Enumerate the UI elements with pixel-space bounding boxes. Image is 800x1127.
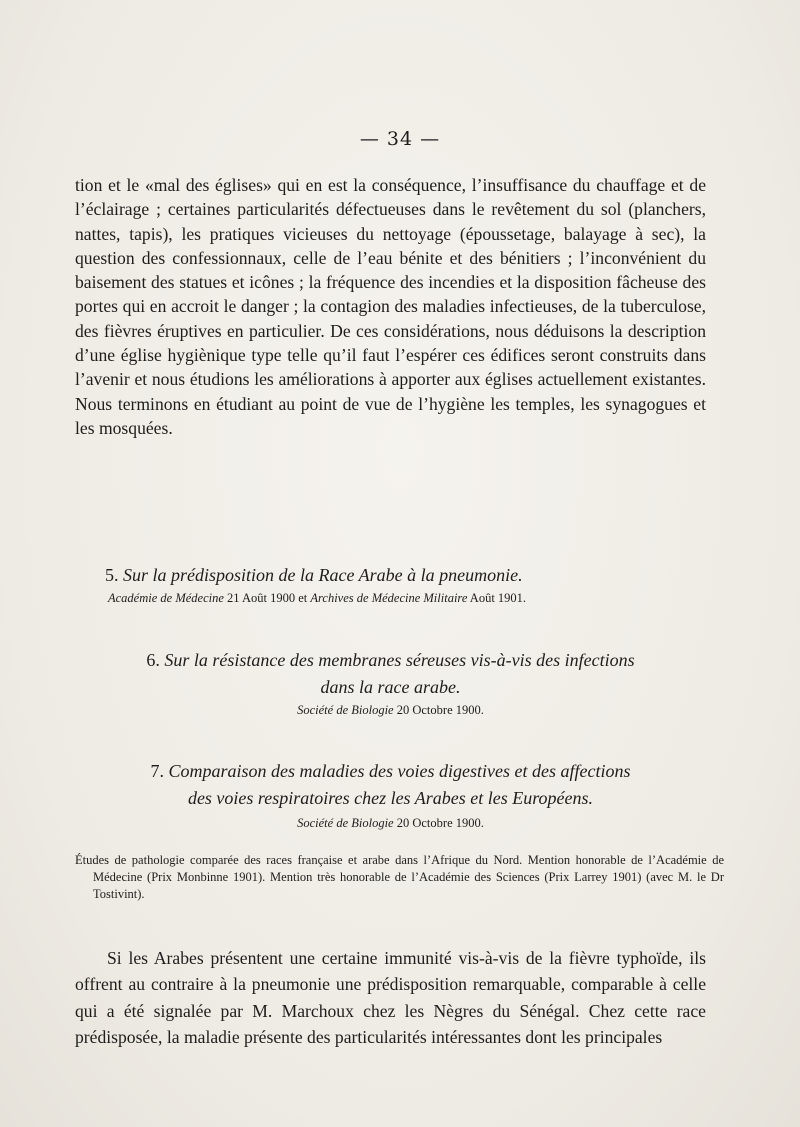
entry-title-text: Sur la prédisposition de la Race Arabe à la pneumonie.: [123, 565, 523, 585]
note-paragraph: Études de pathologie comparée des races française et arabe dans l’Afrique du Nord. Mention honorable de l’Académie de Médecine (Prix Monbinne 1901). Mention très honorable de l’Académie des Sciences (Prix Larrey 1901) (avec M. le Dr Tostivint).: [75, 853, 724, 901]
source-date: 21 Août 1900 et: [223, 591, 311, 605]
entry-source: [75, 701, 706, 719]
entry-source: [75, 814, 706, 832]
entry-title-line-1: Comparaison des maladies des voies digestives et des affections: [168, 761, 631, 781]
body-paragraph-1: tion et le «mal des églises» qui en est la conséquence, l’insuffisance du chauffage et de l’éclairage ; certaines particularités défectueuses dans le revêtement du sol (planchers, nattes, tapis), les pratiques vicieuses du nettoyage (époussetage, balayage à sec), la question des confessionnaux, celle de l’eau bénite et des bénitiers ; l’inconvénient du baisement des statues et icônes ; la fréquence des incendies et la disposition fâcheuse des portes qui en accroit le danger ; la contagion des maladies infectieuses, de la tuberculose, des fièvres éruptives en particulier. De ces considérations, nous déduisons la description d’une église hygiènique type telle qu’il faut l’espérer ces édifices seront construits dans l’avenir et nous étudions les améliorations à apporter aux églises actuellement existantes. Nous terminons en étudiant au point de vue de l’hygiène les temples, les synagogues et les mosquées.: [75, 175, 706, 438]
entry-title: [75, 647, 706, 701]
page-number: — 34 —: [359, 128, 441, 150]
entry-number: 7.: [150, 761, 165, 781]
publication-entry-6: [75, 647, 706, 719]
entry-title-line-1: Sur la résistance des membranes séreuses vis-à-vis des infections: [164, 650, 635, 670]
source-date: 20 Octobre 1900.: [393, 816, 484, 830]
body-paragraph-2: Si les Arabes présentent une certaine immunité vis-à-vis de la fièvre typhoïde, ils offrent au contraire à la pneumonie une prédisposition remarquable, comparable à celle qui a été signalée par M. Marchoux chez les Nègres du Sénégal. Chez cette race prédisposée, la maladie présente des particularités intéressantes dont les principales: [75, 948, 706, 1047]
entry-title: [75, 562, 706, 589]
entry-source: [75, 589, 706, 607]
source-journal: Société de Biologie: [297, 703, 394, 717]
source-date: 20 Octobre 1900.: [393, 703, 484, 717]
entry-number: 6.: [146, 650, 160, 670]
entry-title: [75, 758, 706, 812]
source-journal: Archives de Médecine Militaire: [310, 591, 468, 605]
entry-number: 5.: [105, 565, 119, 585]
source-date: Août 1901.: [467, 591, 527, 605]
publication-entry-7: [75, 758, 706, 832]
publication-entry-5: [75, 562, 706, 607]
entry-title-line-2: dans la race arabe.: [320, 677, 461, 697]
source-journal: Académie de Médecine: [108, 591, 224, 605]
entry-title-line-2: des voies respiratoires chez les Arabes et les Européens.: [187, 788, 594, 808]
source-journal: Société de Biologie: [297, 816, 394, 830]
